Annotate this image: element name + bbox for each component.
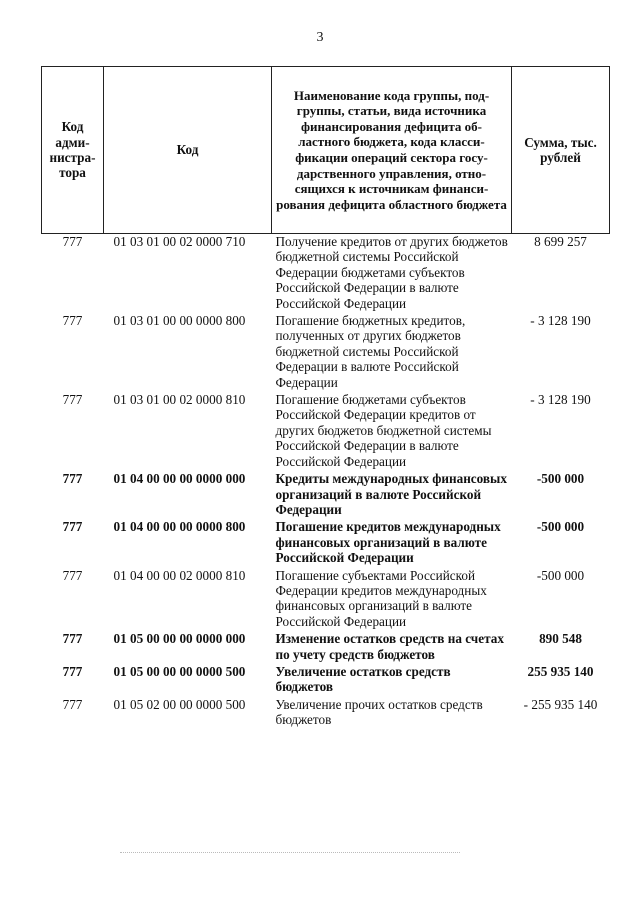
page-number: 3 (316, 30, 324, 45)
budget-sources-table (41, 66, 610, 730)
code-cell: 01 05 02 00 00 0000 500 (113, 696, 246, 712)
admin-code-cell: 777 (62, 696, 83, 712)
table-row (42, 313, 610, 392)
table-row (42, 392, 610, 471)
table-row (42, 234, 610, 314)
code-cell: 01 04 00 00 00 0000 000 (113, 471, 246, 487)
scan-artifact-divider (120, 852, 460, 854)
name-cell: Получение кредитов от других бюджетов бюджетной системы Российской Федерации бюджетами субъектов Российской Федерации в валюте Российской Федерации (275, 234, 508, 311)
sum-cell: 890 548 (539, 631, 582, 647)
sum-cell: - 3 128 190 (530, 392, 591, 408)
admin-code-cell: 777 (62, 313, 83, 329)
table-row (42, 471, 610, 519)
table-row (42, 568, 610, 632)
admin-code-cell: 777 (62, 663, 83, 679)
header-code: Код (104, 67, 272, 234)
sum-cell: -500 000 (536, 471, 585, 487)
admin-code-cell: 777 (62, 392, 83, 408)
code-cell: 01 03 01 00 00 0000 800 (113, 313, 246, 329)
admin-code-cell: 777 (62, 234, 83, 249)
name-cell: Погашение субъектами Российской Федерации кредитов международных финансовых организаций в валюте Российской Федерации (275, 567, 487, 629)
admin-code-cell: 777 (62, 631, 83, 647)
table-header-row (42, 67, 610, 234)
table-row (42, 519, 610, 567)
name-cell: Изменение остатков средств на счетах по учету средств бюджетов (275, 631, 504, 662)
code-cell: 01 05 00 00 00 0000 000 (113, 631, 246, 647)
header-sum: Сумма, тыс. рублей (512, 67, 610, 234)
code-cell: 01 03 01 00 02 0000 710 (113, 234, 246, 249)
name-cell: Погашение бюджетами субъектов Российской Федерации кредитов от других бюджетов бюджетной системы Российской Федерации в валюте Российской Федерации (275, 392, 492, 469)
admin-code-cell: 777 (62, 567, 83, 583)
name-cell: Увеличение остатков средств бюджетов (275, 663, 451, 695)
sum-cell: -500 000 (536, 519, 585, 535)
admin-code-cell: 777 (62, 471, 83, 487)
code-cell: 01 04 00 00 02 0000 810 (113, 567, 246, 583)
sum-cell: - 255 935 140 (523, 696, 598, 712)
name-cell: Погашение бюджетных кредитов, полученных от других бюджетов бюджетной системы Российской Федерации в валюте Российской Федерации (275, 313, 466, 390)
code-cell: 01 04 00 00 00 0000 800 (113, 519, 246, 535)
table-row (42, 697, 610, 730)
table-row (42, 664, 610, 697)
sum-cell: 8 699 257 (534, 234, 587, 249)
sum-cell: -500 000 (536, 567, 585, 583)
table-row (42, 631, 610, 664)
name-cell: Кредиты международных финансовых организаций в валюте Российской Федерации (275, 471, 507, 517)
header-admin-code: Код адми-нистра-тора (42, 67, 104, 234)
sum-cell: 255 935 140 (527, 663, 594, 679)
admin-code-cell: 777 (62, 519, 83, 535)
name-cell: Увеличение прочих остатков средств бюджетов (275, 696, 483, 728)
code-cell: 01 05 00 00 00 0000 500 (113, 663, 246, 679)
name-cell: Погашение кредитов международных финансовых организаций в валюте Российской Федерации (275, 519, 501, 566)
header-name: Наименование кода группы, под-группы, статьи, вида источника финансирования дефицита об-ластного бюджета, кода класси-фикации операций сектора госу-дарственного управления, отно-сящихся к источникам финанси-рования дефицита областного бюджета (272, 67, 512, 234)
sum-cell: - 3 128 190 (530, 313, 591, 329)
code-cell: 01 03 01 00 02 0000 810 (113, 392, 246, 408)
